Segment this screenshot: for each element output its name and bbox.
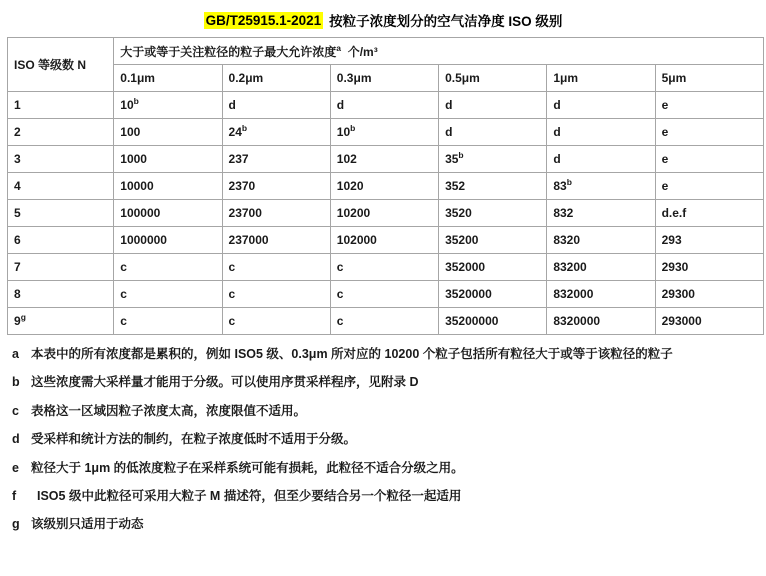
cell-concentration: e bbox=[655, 119, 763, 146]
cell-concentration: c bbox=[222, 281, 330, 308]
cell-concentration: c bbox=[114, 308, 222, 335]
cell-concentration: d bbox=[547, 119, 655, 146]
header-size-0-5: 0.5μm bbox=[439, 65, 547, 92]
cell-concentration: e bbox=[655, 146, 763, 173]
footnote-key: f bbox=[12, 488, 17, 503]
cell-concentration: 2370 bbox=[222, 173, 330, 200]
cell-concentration: c bbox=[330, 281, 438, 308]
cell-concentration: d bbox=[439, 119, 547, 146]
cell-concentration: 23700 bbox=[222, 200, 330, 227]
cell-concentration: e bbox=[655, 92, 763, 119]
cell-concentration: 1000000 bbox=[114, 227, 222, 254]
header-iso-class: ISO 等级数 N bbox=[8, 38, 114, 92]
table-row bbox=[8, 308, 764, 335]
header-size-0-2: 0.2μm bbox=[222, 65, 330, 92]
footnote-text: 表格这一区域因粒子浓度太高，浓度限值不适用。 bbox=[31, 403, 307, 418]
cell-concentration: 237 bbox=[222, 146, 330, 173]
cell-concentration: d bbox=[547, 92, 655, 119]
header-size-0-1: 0.1μm bbox=[114, 65, 222, 92]
header-size-5: 5μm bbox=[655, 65, 763, 92]
cell-concentration: 29300 bbox=[655, 281, 763, 308]
footnotes bbox=[12, 345, 756, 535]
cell-concentration: 24$^b$ bbox=[222, 119, 330, 146]
cell-concentration: 100 bbox=[114, 119, 222, 146]
footnote-text: 这些浓度需大采样量才能用于分级。可以使用序贯采样程序，见附录 D bbox=[31, 375, 419, 390]
table-row bbox=[8, 254, 764, 281]
page-title bbox=[4, 6, 762, 37]
footnote-marker: b bbox=[458, 150, 464, 160]
cell-concentration: 3520 bbox=[439, 200, 547, 227]
cell-iso-class: 5 bbox=[8, 200, 114, 227]
title-text: 按粒子浓度划分的空气洁净度 ISO 级别 bbox=[329, 14, 563, 29]
cell-concentration: 35200000 bbox=[439, 308, 547, 335]
footnote-text: 该级别只适用于动态 bbox=[31, 517, 144, 532]
cell-iso-class: 3 bbox=[8, 146, 114, 173]
header-concentration-footnote: a bbox=[336, 42, 342, 53]
footnote-item bbox=[12, 459, 756, 478]
iso-class-table bbox=[7, 37, 764, 335]
table-header-row-2 bbox=[8, 65, 764, 92]
cell-concentration: 237000 bbox=[222, 227, 330, 254]
table-header bbox=[8, 38, 764, 92]
cell-concentration: 352 bbox=[439, 173, 547, 200]
cell-iso-class: 8 bbox=[8, 281, 114, 308]
table-header-row-1 bbox=[8, 38, 764, 65]
cell-concentration: c bbox=[222, 308, 330, 335]
cell-concentration: d bbox=[222, 92, 330, 119]
footnote-key: b bbox=[12, 375, 20, 390]
cell-concentration: c bbox=[330, 254, 438, 281]
cell-concentration: 10$^b$ bbox=[114, 92, 222, 119]
footnote-text: ISO5 级中此粒径可采用大粒子 M 描述符，但至少要结合另一个粒径一起适用 bbox=[37, 488, 462, 503]
cell-iso-class: 1 bbox=[8, 92, 114, 119]
footnote-marker: b bbox=[133, 96, 139, 106]
cell-concentration: c bbox=[222, 254, 330, 281]
header-concentration-text: 大于或等于关注粒径的粒子最大允许浓度 bbox=[120, 44, 337, 59]
footnote-key: c bbox=[12, 403, 19, 418]
cell-concentration: e bbox=[655, 173, 763, 200]
cell-concentration: 35200 bbox=[439, 227, 547, 254]
table-body bbox=[8, 92, 764, 335]
cell-concentration: 293 bbox=[655, 227, 763, 254]
cell-concentration: 10000 bbox=[114, 173, 222, 200]
footnote-text: 受采样和统计方法的制约，在粒子浓度低时不适用于分级。 bbox=[31, 432, 357, 447]
cell-iso-class: 4 bbox=[8, 173, 114, 200]
cell-concentration: 1020 bbox=[330, 173, 438, 200]
standard-number-highlight: GB/T25915.1-2021 bbox=[205, 12, 322, 28]
cell-iso-class: 7 bbox=[8, 254, 114, 281]
cell-concentration: 293000 bbox=[655, 308, 763, 335]
header-concentration-span bbox=[114, 38, 764, 65]
footnote-marker: b bbox=[566, 177, 572, 187]
cell-concentration: 832 bbox=[547, 200, 655, 227]
cell-concentration: 83$^b$ bbox=[547, 173, 655, 200]
table-row bbox=[8, 92, 764, 119]
cell-concentration: 8320 bbox=[547, 227, 655, 254]
footnote-item bbox=[12, 515, 756, 534]
footnote-key: g bbox=[12, 517, 20, 532]
footnote-key: a bbox=[12, 347, 19, 361]
cell-concentration: 1000 bbox=[114, 146, 222, 173]
footnote-item bbox=[12, 373, 756, 392]
cell-concentration: 35$^b$ bbox=[439, 146, 547, 173]
footnote-item bbox=[12, 402, 756, 421]
cell-concentration: 2930 bbox=[655, 254, 763, 281]
table-row bbox=[8, 200, 764, 227]
table-row bbox=[8, 119, 764, 146]
footnote-marker: b bbox=[350, 123, 356, 133]
table-row bbox=[8, 281, 764, 308]
cell-concentration: 3520000 bbox=[439, 281, 547, 308]
cell-concentration: 102 bbox=[330, 146, 438, 173]
footnote-item bbox=[12, 430, 756, 449]
footnote-marker: g bbox=[20, 312, 26, 322]
header-concentration-unit: 个/m³ bbox=[347, 44, 378, 59]
cell-concentration: c bbox=[114, 254, 222, 281]
cell-iso-class: 9$^g$ bbox=[8, 308, 114, 335]
cell-concentration: c bbox=[114, 281, 222, 308]
header-size-0-3: 0.3μm bbox=[330, 65, 438, 92]
footnote-marker: b bbox=[241, 123, 248, 133]
cell-concentration: 100000 bbox=[114, 200, 222, 227]
cell-concentration: 83200 bbox=[547, 254, 655, 281]
cell-concentration: d bbox=[547, 146, 655, 173]
cell-iso-class: 2 bbox=[8, 119, 114, 146]
table-row bbox=[8, 173, 764, 200]
cell-concentration: 8320000 bbox=[547, 308, 655, 335]
table-row bbox=[8, 146, 764, 173]
cell-concentration: 352000 bbox=[439, 254, 547, 281]
footnote-key: d bbox=[12, 432, 20, 447]
cell-concentration: d.e.f bbox=[655, 200, 763, 227]
footnote-text: 本表中的所有浓度都是累积的，例如 ISO5 级、0.3μm 所对应的 10200 个粒子包括所有粒径大于或等于该粒径的粒子 bbox=[31, 347, 673, 361]
footnote-key: e bbox=[12, 460, 19, 475]
cell-iso-class: 6 bbox=[8, 227, 114, 254]
footnote-item bbox=[12, 487, 756, 506]
cell-concentration: d bbox=[439, 92, 547, 119]
footnote-item bbox=[12, 345, 756, 364]
header-size-1: 1μm bbox=[547, 65, 655, 92]
cell-concentration: c bbox=[330, 308, 438, 335]
cell-concentration: d bbox=[330, 92, 438, 119]
cell-concentration: 10$^b$ bbox=[330, 119, 438, 146]
cell-concentration: 10200 bbox=[330, 200, 438, 227]
cell-concentration: 832000 bbox=[547, 281, 655, 308]
footnote-text: 粒径大于 1μm 的低浓度粒子在采样系统可能有损耗，此粒径不适合分级之用。 bbox=[31, 460, 464, 475]
cell-concentration: 102000 bbox=[330, 227, 438, 254]
table-row bbox=[8, 227, 764, 254]
